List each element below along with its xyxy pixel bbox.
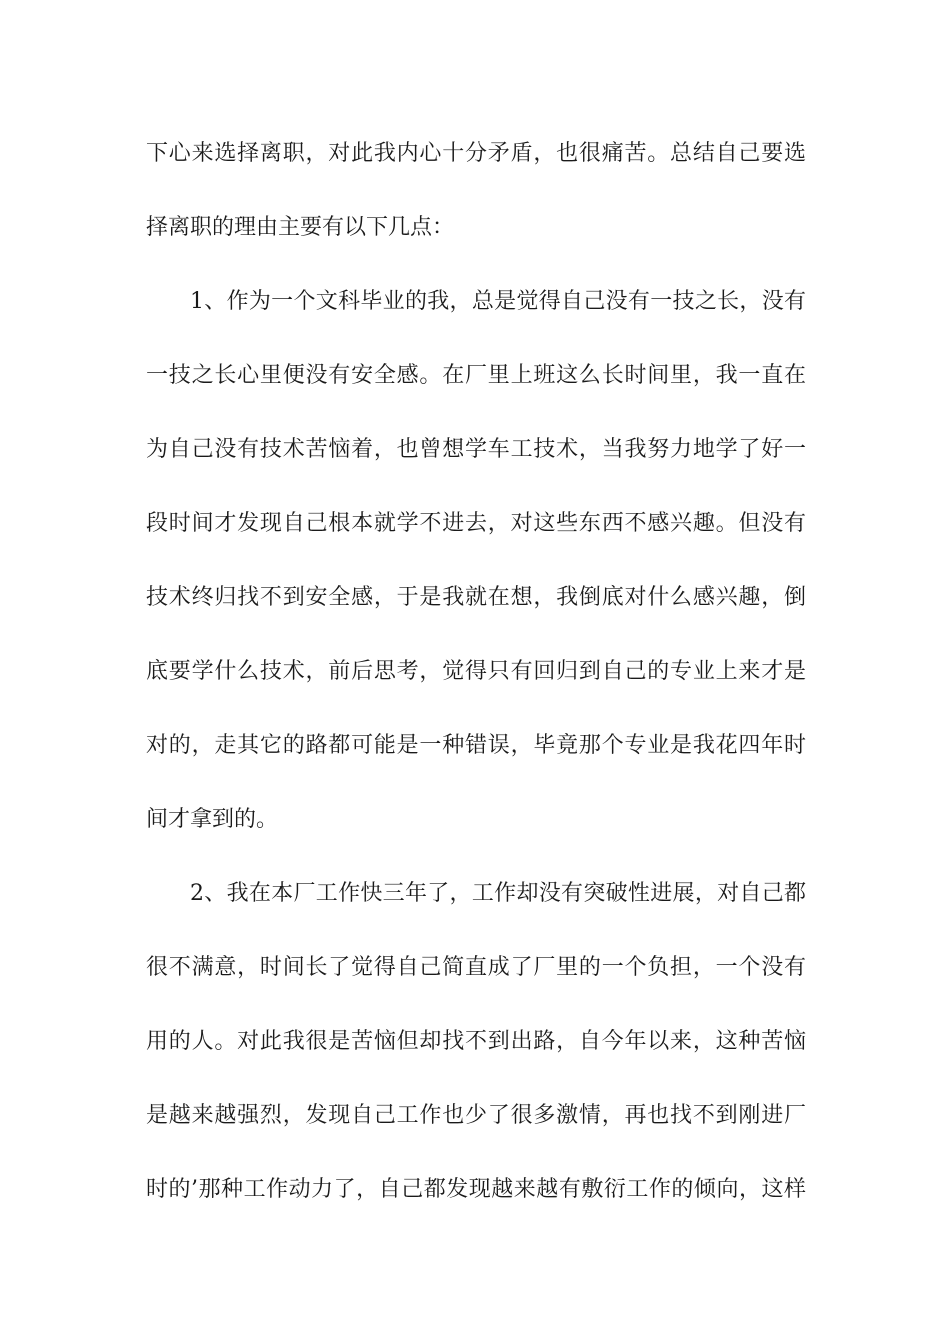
text-line: 对的，走其它的路都可能是一种错误，毕竟那个专业是我花四年时 bbox=[146, 733, 806, 758]
text-line: 段时间才发现自己根本就学不进去，对这些东西不感兴趣。但没有 bbox=[146, 511, 806, 536]
text-line: 为自己没有技术苦恼着，也曾想学车工技术，当我努力地学了好一 bbox=[146, 437, 806, 462]
text-line: 间才拿到的。 bbox=[146, 807, 279, 832]
paragraph-first-line: 1、作为一个文科毕业的我，总是觉得自己没有一技之长，没有 bbox=[190, 289, 806, 314]
text-line: 很不满意，时间长了觉得自己简直成了厂里的一个负担，一个没有 bbox=[146, 955, 806, 980]
text-line: 是越来越强烈，发现自己工作也少了很多激情，再也找不到刚进厂 bbox=[146, 1103, 806, 1128]
text-line: 技术终归找不到安全感，于是我就在想，我倒底对什么感兴趣，倒 bbox=[146, 585, 806, 610]
text-line: 用的人。对此我很是苦恼但却找不到出路，自今年以来，这种苦恼 bbox=[146, 1029, 806, 1054]
text-line: 下心来选择离职，对此我内心十分矛盾，也很痛苦。总结自己要选 bbox=[146, 141, 806, 166]
text-line: 底要学什么技术，前后思考，觉得只有回归到自己的专业上来才是 bbox=[146, 659, 806, 684]
document-body bbox=[146, 128, 806, 1238]
paragraph-first-line: 2、我在本厂工作快三年了，工作却没有突破性进展，对自己都 bbox=[190, 881, 806, 906]
text-line: 一技之长心里便没有安全感。在厂里上班这么长时间里，我一直在 bbox=[146, 363, 806, 388]
text-line: 时的’那种工作动力了，自己都发现越来越有敷衍工作的倾向，这样 bbox=[146, 1177, 806, 1202]
text-line: 择离职的理由主要有以下几点： bbox=[146, 215, 455, 240]
